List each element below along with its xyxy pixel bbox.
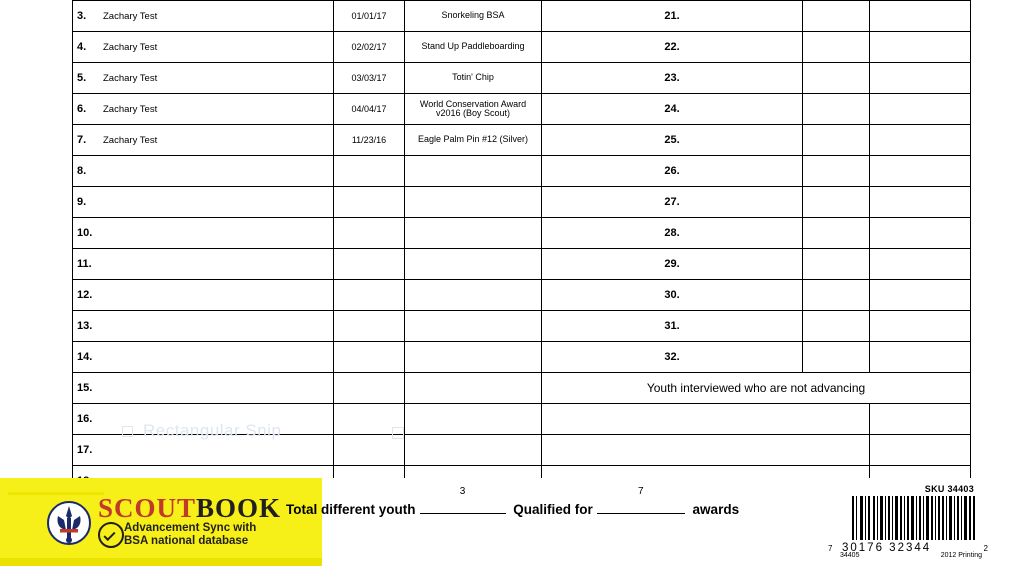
row-number: 16. [77, 413, 93, 425]
scout-name: Zachary Test [103, 42, 158, 53]
qualified-label: Qualified for [513, 502, 593, 517]
row-number-right: 22. [664, 41, 680, 53]
row-number: 7. [77, 134, 87, 146]
cell-award[interactable]: Snorkeling BSA [405, 1, 542, 32]
row-number: 3. [77, 10, 87, 22]
scout-name [97, 352, 103, 363]
row-number-right: 28. [664, 227, 680, 239]
cell-right-b[interactable] [803, 94, 870, 125]
cell-award[interactable] [405, 218, 542, 249]
scoutbook-tagline-line2: BSA national database [124, 535, 249, 547]
snip-label: Rectangular Snip [143, 421, 282, 440]
cell-left-name[interactable] [73, 342, 334, 373]
cell-left-name[interactable] [73, 187, 334, 218]
scoutbook-tagline-line1: Advancement Sync with [124, 522, 257, 534]
row-number: 14. [77, 351, 93, 363]
cell-right-c[interactable] [870, 125, 971, 156]
print-code-label: 2012 Printing [940, 552, 982, 559]
row-number: 11. [77, 258, 92, 270]
row-number: 5. [77, 72, 87, 84]
barcode-block [828, 484, 988, 562]
cell-date[interactable]: 01/01/17 [334, 1, 405, 32]
fleur-de-lis-icon [46, 500, 92, 546]
row-number-right: 32. [664, 351, 680, 363]
wordmark-book: BOOK [196, 493, 282, 523]
barcode-number: 30176 32344 [842, 542, 932, 554]
scout-name [97, 321, 103, 332]
cell-interview-note[interactable] [870, 404, 971, 435]
wordmark-scout: SCOUT [98, 493, 197, 523]
cell-right-name[interactable] [542, 1, 803, 32]
scout-name: Zachary Test [103, 135, 158, 146]
cell-right-b[interactable] [803, 342, 870, 373]
cell-award[interactable]: Stand Up Paddleboarding [405, 32, 542, 63]
cell-award[interactable]: Eagle Palm Pin #12 (Silver) [405, 125, 542, 156]
qualified-value: 7 [638, 486, 644, 497]
barcode-bars [852, 496, 976, 540]
scout-name: Zachary Test [103, 73, 158, 84]
cell-date[interactable] [334, 249, 405, 280]
cell-right-b[interactable] [803, 187, 870, 218]
cell-date[interactable]: 11/23/16 [334, 125, 405, 156]
total-youth-label: Total different youth [286, 502, 416, 517]
cell-date[interactable] [334, 187, 405, 218]
cell-right-b[interactable] [803, 32, 870, 63]
scout-name: Zachary Test [103, 104, 158, 115]
scoutbook-logo [36, 490, 316, 552]
table-row[interactable] [73, 218, 971, 249]
table-row[interactable] [73, 94, 971, 125]
barcode-right-digit: 2 [983, 544, 988, 553]
row-number-right: 29. [664, 258, 680, 270]
row-number-right: 23. [664, 72, 680, 84]
row-number: 4. [77, 41, 87, 53]
interview-note: Youth interviewed who are not advancing [542, 373, 971, 404]
cell-right-c[interactable] [870, 342, 971, 373]
cell-award[interactable] [405, 156, 542, 187]
cell-left-name[interactable] [73, 94, 334, 125]
cell-interview-name[interactable] [542, 404, 870, 435]
cell-award[interactable] [405, 280, 542, 311]
cell-right-c[interactable] [870, 218, 971, 249]
scout-name [97, 290, 103, 301]
table-row[interactable] [73, 280, 971, 311]
snip-handle-right-icon [392, 427, 404, 439]
cell-right-b[interactable] [803, 125, 870, 156]
cell-right-name[interactable] [542, 94, 803, 125]
table-row[interactable] [73, 311, 971, 342]
table-row[interactable] [73, 187, 971, 218]
cell-right-name[interactable] [542, 63, 803, 94]
cell-date[interactable] [334, 373, 405, 404]
row-number-right: 26. [664, 165, 680, 177]
cell-left-name[interactable] [73, 1, 334, 32]
cell-right-b[interactable] [803, 218, 870, 249]
cell-right-b[interactable] [803, 156, 870, 187]
cell-right-c[interactable] [870, 94, 971, 125]
row-number: 6. [77, 103, 87, 115]
cell-right-c[interactable] [870, 187, 971, 218]
scout-name [97, 197, 103, 208]
cell-left-name[interactable] [73, 218, 334, 249]
cell-left-name[interactable] [73, 156, 334, 187]
table-row[interactable] [73, 125, 971, 156]
cell-right-name[interactable] [542, 187, 803, 218]
row-number-right: 21. [664, 10, 680, 22]
row-number: 17. [77, 444, 93, 456]
cell-date[interactable] [334, 218, 405, 249]
barcode-left-digit: 7 [828, 544, 833, 553]
cell-right-c[interactable] [870, 280, 971, 311]
cell-date[interactable]: 04/04/17 [334, 94, 405, 125]
row-number: 15. [77, 382, 93, 394]
cell-right-c[interactable] [870, 63, 971, 94]
check-circle-icon [98, 522, 124, 548]
rectangular-snip-watermark [122, 421, 422, 447]
row-number-right: 25. [664, 134, 680, 146]
scout-name [97, 259, 103, 270]
cell-interview-name[interactable] [542, 435, 870, 466]
cell-award[interactable] [405, 404, 542, 435]
cell-date[interactable] [334, 342, 405, 373]
cell-interview-note[interactable] [870, 435, 971, 466]
cell-right-name[interactable] [542, 32, 803, 63]
scout-name [97, 228, 103, 239]
snip-handle-icon [122, 426, 133, 437]
row-number: 9. [77, 196, 87, 208]
scout-name [97, 445, 103, 456]
cell-right-b[interactable] [803, 280, 870, 311]
cell-award[interactable]: Totin' Chip [405, 63, 542, 94]
cell-right-c[interactable] [870, 311, 971, 342]
advancement-table-area [72, 0, 957, 478]
table-row[interactable] [73, 156, 971, 187]
cell-date[interactable]: 02/02/17 [334, 32, 405, 63]
cell-left-name[interactable] [73, 311, 334, 342]
cell-date[interactable] [334, 280, 405, 311]
row-number-right: 30. [664, 289, 680, 301]
table-row[interactable] [73, 342, 971, 373]
row-number-right: 31. [664, 320, 680, 332]
cell-right-c[interactable] [870, 249, 971, 280]
awards-label: awards [692, 502, 740, 517]
document-footer [0, 478, 1024, 575]
totals-line [286, 486, 740, 517]
cell-left-name[interactable] [73, 32, 334, 63]
cell-right-b[interactable] [803, 63, 870, 94]
row-number-right: 27. [664, 196, 680, 208]
cell-award[interactable] [405, 249, 542, 280]
total-youth-field[interactable] [420, 486, 506, 514]
cell-date[interactable]: 03/03/17 [334, 63, 405, 94]
sku-label: SKU 34403 [924, 484, 974, 494]
cell-right-name[interactable] [542, 311, 803, 342]
cell-date[interactable] [334, 311, 405, 342]
cell-award[interactable] [405, 373, 542, 404]
scout-name: Zachary Test [103, 11, 158, 22]
row-number: 10. [77, 227, 93, 239]
cell-date[interactable] [334, 156, 405, 187]
scout-name [97, 383, 103, 394]
cell-right-name[interactable] [542, 342, 803, 373]
sku-small-label: 34405 [840, 552, 860, 559]
cell-left-name[interactable] [73, 373, 334, 404]
cell-right-name[interactable] [542, 125, 803, 156]
row-number-right: 24. [664, 103, 680, 115]
total-youth-value: 3 [459, 486, 466, 497]
table-row[interactable] [73, 1, 971, 32]
cell-right-b[interactable] [803, 1, 870, 32]
cell-right-c[interactable] [870, 156, 971, 187]
table-row[interactable] [73, 32, 971, 63]
cell-left-name[interactable] [73, 63, 334, 94]
table-row[interactable] [73, 249, 971, 280]
cell-right-name[interactable] [542, 280, 803, 311]
row-number: 12. [77, 289, 93, 301]
cell-right-c[interactable] [870, 32, 971, 63]
cell-right-name[interactable] [542, 156, 803, 187]
cell-right-name[interactable] [542, 249, 803, 280]
cell-right-name[interactable] [542, 218, 803, 249]
cell-award[interactable]: World Conservation Award v2016 (Boy Scout) [405, 94, 542, 125]
row-number: 8. [77, 165, 87, 177]
cell-left-name[interactable] [73, 125, 334, 156]
cell-award[interactable] [405, 311, 542, 342]
cell-award[interactable] [405, 187, 542, 218]
cell-award[interactable] [405, 342, 542, 373]
scout-name [97, 166, 103, 177]
qualified-field[interactable] [597, 486, 685, 514]
cell-right-c[interactable] [870, 1, 971, 32]
table-row[interactable] [73, 63, 971, 94]
cell-left-name[interactable] [73, 280, 334, 311]
scoutbook-wordmark [98, 493, 281, 524]
cell-right-b[interactable] [803, 249, 870, 280]
table-row[interactable] [73, 373, 971, 404]
scout-name [97, 414, 103, 425]
cell-right-b[interactable] [803, 311, 870, 342]
cell-award[interactable] [405, 435, 542, 466]
cell-left-name[interactable] [73, 249, 334, 280]
row-number: 13. [77, 320, 93, 332]
